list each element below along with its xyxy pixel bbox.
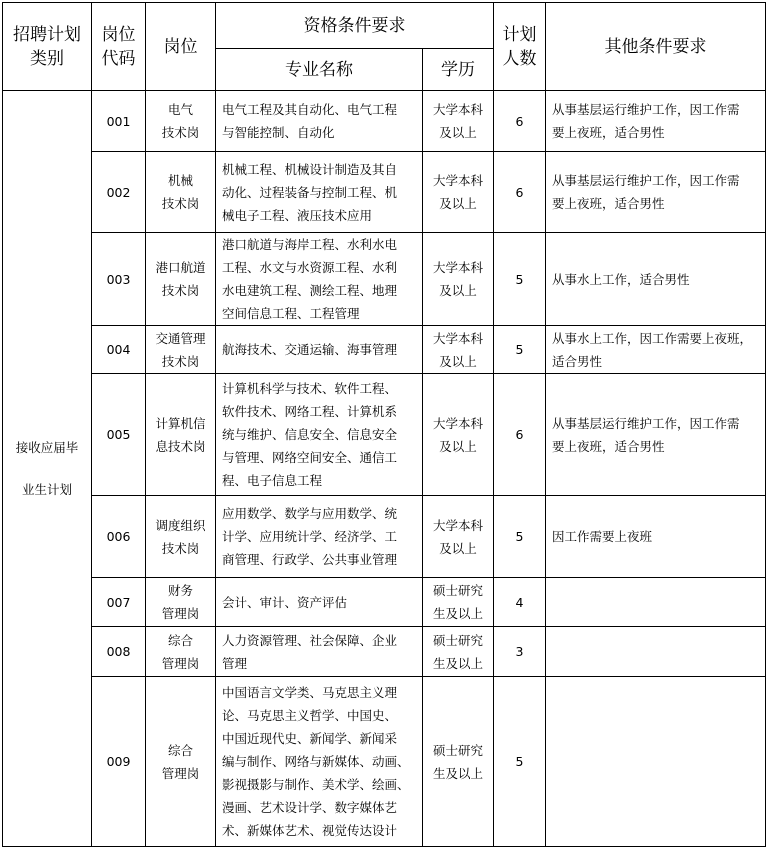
table-row <box>3 152 766 233</box>
other-cell: 从事基层运行维护工作，因工作需 要上夜班，适合男性 <box>546 91 766 152</box>
other-cell: 从事基层运行维护工作，因工作需 要上夜班，适合男性 <box>546 374 766 496</box>
major-cell: 航海技术、交通运输、海事管理 <box>216 326 423 374</box>
code-cell: 008 <box>92 627 146 677</box>
major-cell: 电气工程及其自动化、电气工程 与智能控制、自动化 <box>216 91 423 152</box>
quota-cell: 6 <box>494 374 546 496</box>
education-cell: 大学本科 及以上 <box>423 374 494 496</box>
position-cell: 机械 技术岗 <box>146 152 216 233</box>
other-cell <box>546 677 766 847</box>
education-cell: 硕士研究 生及以上 <box>423 627 494 677</box>
table-row <box>3 578 766 627</box>
education-cell: 大学本科 及以上 <box>423 496 494 578</box>
quota-cell: 6 <box>494 152 546 233</box>
quota-cell: 5 <box>494 496 546 578</box>
code-cell: 003 <box>92 233 146 326</box>
header-category: 招聘计划 类别 <box>3 3 92 91</box>
code-cell: 002 <box>92 152 146 233</box>
table-row <box>3 91 766 152</box>
code-cell: 007 <box>92 578 146 627</box>
quota-cell: 3 <box>494 627 546 677</box>
education-cell: 大学本科 及以上 <box>423 326 494 374</box>
quota-cell: 5 <box>494 677 546 847</box>
major-cell: 港口航道与海岸工程、水利水电 工程、水文与水资源工程、水利 水电建筑工程、测绘工程、地理 空间信息工程、工程管理 <box>216 233 423 326</box>
education-cell: 大学本科 及以上 <box>423 233 494 326</box>
education-cell: 大学本科 及以上 <box>423 152 494 233</box>
position-cell: 调度组织 技术岗 <box>146 496 216 578</box>
table-row <box>3 627 766 677</box>
other-cell: 从事水上工作，适合男性 <box>546 233 766 326</box>
education-cell: 硕士研究 生及以上 <box>423 677 494 847</box>
major-cell: 中国语言文学类、马克思主义理 论、马克思主义哲学、中国史、 中国近现代史、新闻学、新闻采 编与制作、网络与新媒体、动画、 影视摄影与制作、美术学、绘画、 漫画、艺术设计学、数字媒体艺 术、新媒体艺术、视觉传达设计 <box>216 677 423 847</box>
header-position: 岗位 <box>146 3 216 91</box>
code-cell: 001 <box>92 91 146 152</box>
quota-cell: 5 <box>494 233 546 326</box>
position-cell: 综合 管理岗 <box>146 627 216 677</box>
major-cell: 计算机科学与技术、软件工程、 软件技术、网络工程、计算机系 统与维护、信息安全、信息安全 与管理、网络空间安全、通信工 程、电子信息工程 <box>216 374 423 496</box>
other-cell: 从事基层运行维护工作，因工作需 要上夜班，适合男性 <box>546 152 766 233</box>
other-cell: 从事水上工作，因工作需要上夜班， 适合男性 <box>546 326 766 374</box>
quota-cell: 6 <box>494 91 546 152</box>
education-cell: 大学本科 及以上 <box>423 91 494 152</box>
table-row <box>3 326 766 374</box>
other-cell <box>546 627 766 677</box>
header-code: 岗位 代码 <box>92 3 146 91</box>
position-cell: 财务 管理岗 <box>146 578 216 627</box>
major-cell: 机械工程、机械设计制造及其自 动化、过程装备与控制工程、机 械电子工程、液压技术应用 <box>216 152 423 233</box>
header-education: 学历 <box>423 49 494 91</box>
table-row <box>3 677 766 847</box>
quota-cell: 4 <box>494 578 546 627</box>
code-cell: 004 <box>92 326 146 374</box>
code-cell: 005 <box>92 374 146 496</box>
position-cell: 综合 管理岗 <box>146 677 216 847</box>
position-cell: 交通管理 技术岗 <box>146 326 216 374</box>
other-cell <box>546 578 766 627</box>
major-cell: 人力资源管理、社会保障、企业 管理 <box>216 627 423 677</box>
code-cell: 006 <box>92 496 146 578</box>
header-quota: 计划 人数 <box>494 3 546 91</box>
major-cell: 会计、审计、资产评估 <box>216 578 423 627</box>
code-cell: 009 <box>92 677 146 847</box>
major-cell: 应用数学、数学与应用数学、统 计学、应用统计学、经济学、工 商管理、行政学、公共事业管理 <box>216 496 423 578</box>
header-qualification: 资格条件要求 <box>216 3 494 49</box>
table-row <box>3 374 766 496</box>
education-cell: 硕士研究 生及以上 <box>423 578 494 627</box>
quota-cell: 5 <box>494 326 546 374</box>
position-cell: 电气 技术岗 <box>146 91 216 152</box>
position-cell: 计算机信 息技术岗 <box>146 374 216 496</box>
header-other: 其他条件要求 <box>546 3 766 91</box>
other-cell: 因工作需要上夜班 <box>546 496 766 578</box>
recruitment-table <box>2 2 766 847</box>
table-row <box>3 233 766 326</box>
table-row <box>3 496 766 578</box>
category-cell: 接收应届毕 业生计划 <box>3 91 92 847</box>
position-cell: 港口航道 技术岗 <box>146 233 216 326</box>
header-major: 专业名称 <box>216 49 423 91</box>
